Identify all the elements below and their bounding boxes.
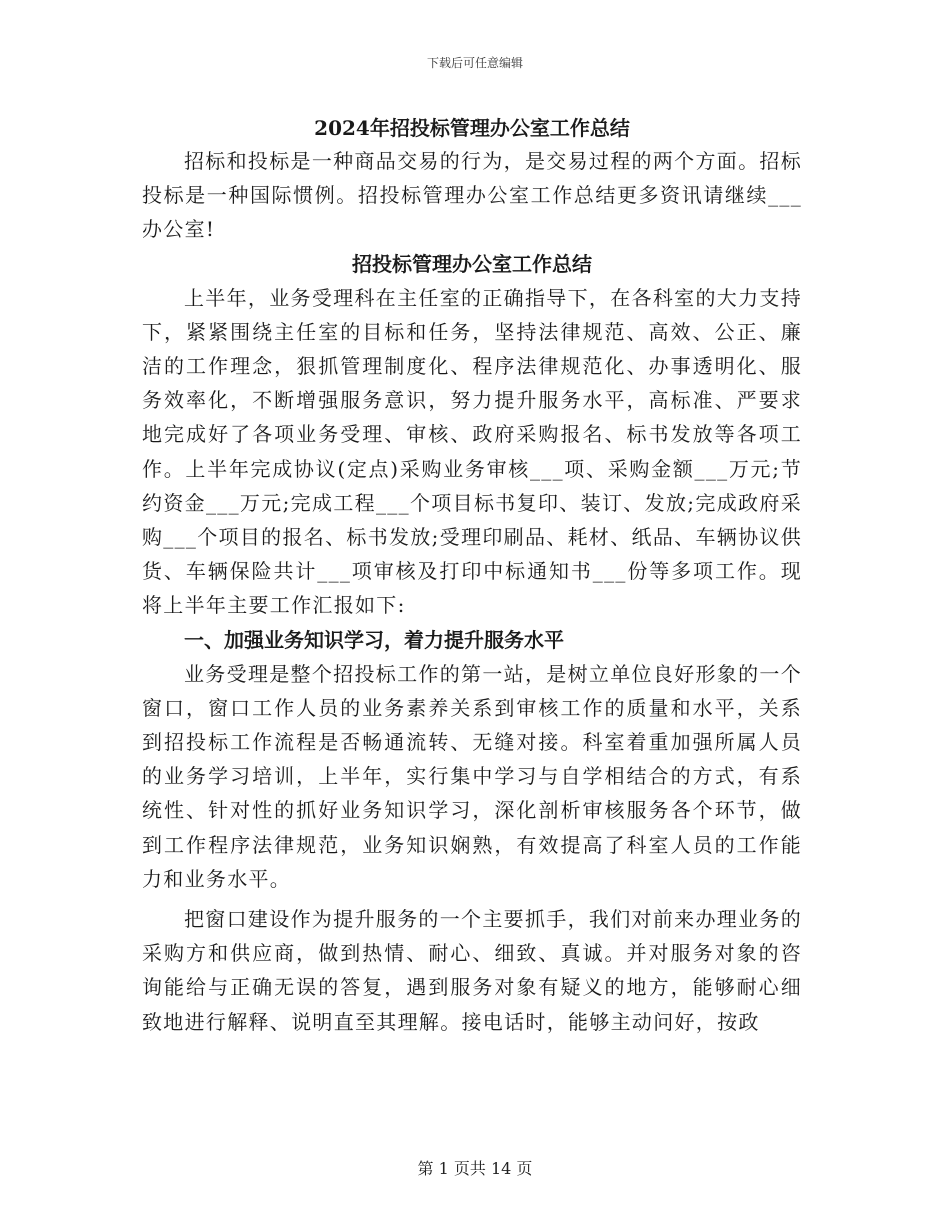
- header-note: 下载后可任意编辑: [426, 56, 523, 70]
- page-number: 第 1 页共 14 页: [417, 1159, 533, 1178]
- heading-1: 一、加强业务知识学习，着力提升服务水平: [184, 627, 564, 652]
- paragraph-3: 把窗口建设作为提升服务的一个主要抓手，我们对前来办理业务的采购方和供应商，做到热情、耐心、细致、真诚。并对服务对象的咨询能给与正确无误的答复，遇到服务对象有疑义的地方，能够耐心细致地进行解释、说明直至其理解。接电话时，能够主动问好，按政: [142, 907, 802, 1034]
- document-title: 2024年招投标管理办公室工作总结: [314, 116, 630, 140]
- document-body: [142, 112, 802, 1039]
- intro-paragraph: 招标和投标是一种商品交易的行为，是交易过程的两个方面。招标投标是一种国际惯例。招投标管理办公室工作总结更多资讯请继续___办公室!: [142, 149, 802, 242]
- paragraph-1: 上半年，业务受理科在主任室的正确指导下，在各科室的大力支持下，紧紧围绕主任室的目标和任务，坚持法律规范、高效、公正、廉洁的工作理念，狠抓管理制度化、程序法律规范化、办事透明化、服务效率化，不断增强服务意识，努力提升服务水平，高标准、严要求地完成好了各项业务受理、审核、政府采购报名、标书发放等各项工作。上半年完成协议(定点)采购业务审核___项、采购金额___万元;节约资金___万元;完成工程___个项目标书复印、装订、发放;完成政府采购___个项目的报名、标书发放;受理印刷品、耗材、纸品、车辆协议供货、车辆保险共计___项审核及打印中标通知书___份等多项工作。现将上半年主要工作汇报如下:: [142, 285, 802, 618]
- section-title: 招投标管理办公室工作总结: [352, 251, 592, 276]
- paragraph-2: 业务受理是整个招投标工作的第一站，是树立单位良好形象的一个窗口，窗口工作人员的业务素养关系到审核工作的质量和水平，关系到招投标工作流程是否畅通流转、无缝对接。科室着重加强所属人员的业务学习培训，上半年，实行集中学习与自学相结合的方式，有系统性、针对性的抓好业务知识学习，深化剖析审核服务各个环节，做到工作程序法律规范，业务知识娴熟，有效提高了科室人员的工作能力和业务水平。: [142, 661, 802, 891]
